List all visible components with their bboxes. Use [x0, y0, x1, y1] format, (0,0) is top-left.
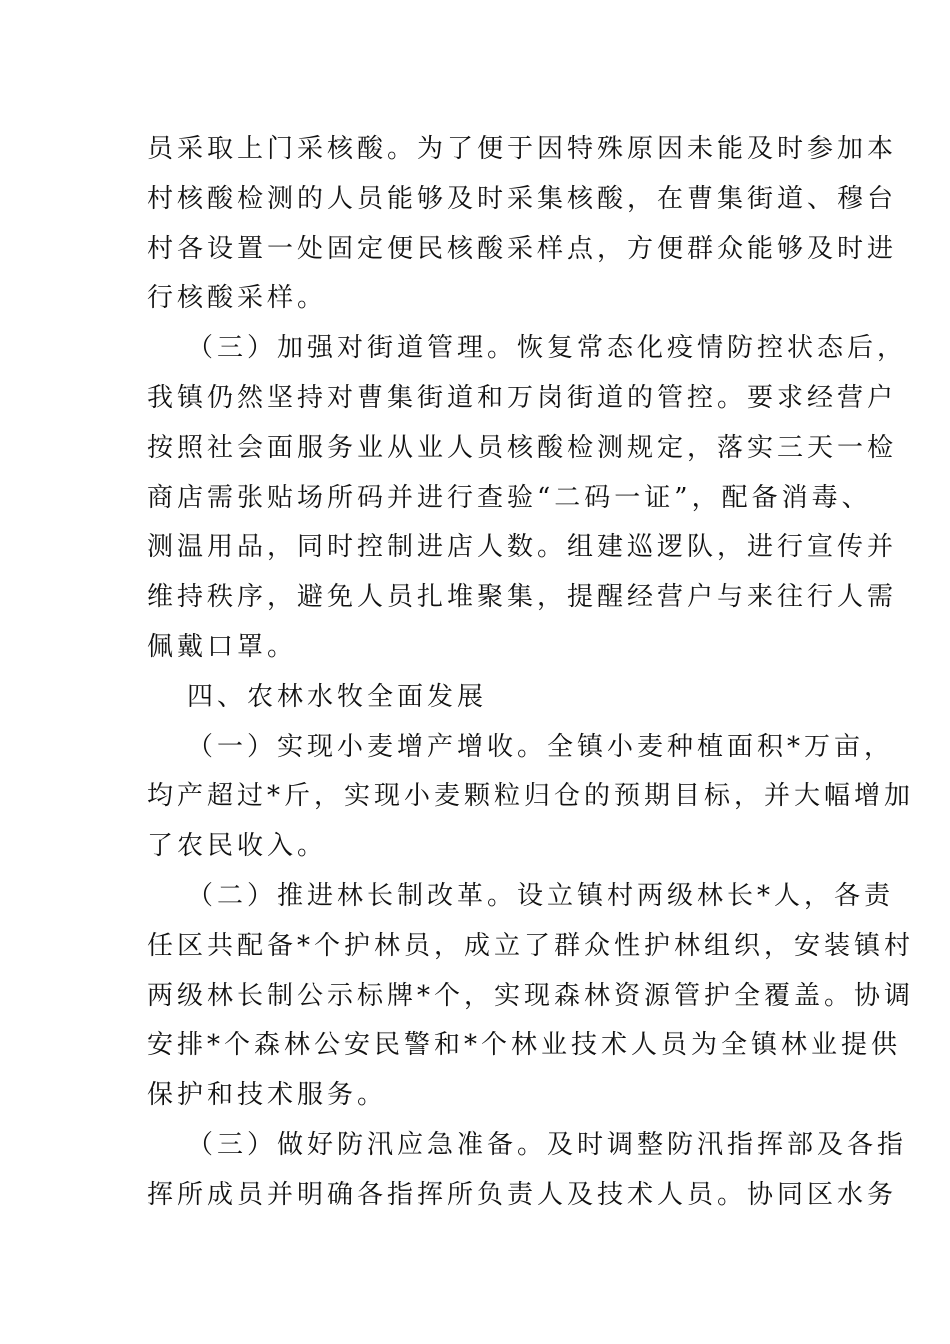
text-line: 测温用品，同时控制进店人数。组建巡逻队，进行宣传并: [147, 532, 898, 563]
text-line: 保护和技术服务。: [147, 1080, 388, 1111]
paragraph-start: （三）做好防汛应急准备。及时调整防汛指挥部及各指: [187, 1129, 908, 1160]
text-line: 员采取上门采核酸。为了便于因特殊原因未能及时参加本: [147, 134, 898, 164]
text-line: 按照社会面服务业从业人员核酸检测规定，落实三天一检: [147, 432, 898, 463]
text-line: 挥所成员并明确各指挥所负责人及技术人员。协同区水务: [147, 1179, 898, 1210]
text-line: 安排*个森林公安民警和*个林业技术人员为全镇林业提供: [147, 1030, 902, 1061]
document-page: [147, 125, 915, 1221]
text-line: 佩戴口罩。: [147, 631, 298, 662]
paragraph-start: （三）加强对街道管理。恢复常态化疫情防控状态后，: [187, 333, 908, 364]
text-line: 村各设置一处固定便民核酸采样点，方便群众能够及时进: [147, 233, 898, 264]
section-heading: 四、农林水牧全面发展: [187, 681, 488, 712]
text-line: 商店需张贴场所码并进行查验“二码一证”，配备消毒、: [147, 482, 872, 513]
paragraph-start: （一）实现小麦增产增收。全镇小麦种植面积*万亩，: [187, 731, 895, 762]
text-line: 村核酸检测的人员能够及时采集核酸，在曹集街道、穆台: [147, 183, 898, 214]
text-line: 我镇仍然坚持对曹集街道和万岗街道的管控。要求经营户: [147, 382, 898, 413]
paragraph-start: （二）推进林长制改革。设立镇村两级林长*人，各责: [187, 880, 895, 911]
text-line: 任区共配备*个护林员，成立了群众性护林组织，安装镇村: [147, 930, 915, 961]
text-line: 行核酸采样。: [147, 283, 328, 314]
text-line: 维持秩序，避免人员扎堆聚集，提醒经营户与来往行人需: [147, 582, 898, 613]
text-line: 了农民收入。: [147, 831, 328, 862]
text-line: 两级林长制公示标牌*个，实现森林资源管护全覆盖。协调: [147, 980, 915, 1011]
text-line: 均产超过*斤，实现小麦颗粒归仓的预期目标，并大幅增加: [147, 781, 915, 812]
